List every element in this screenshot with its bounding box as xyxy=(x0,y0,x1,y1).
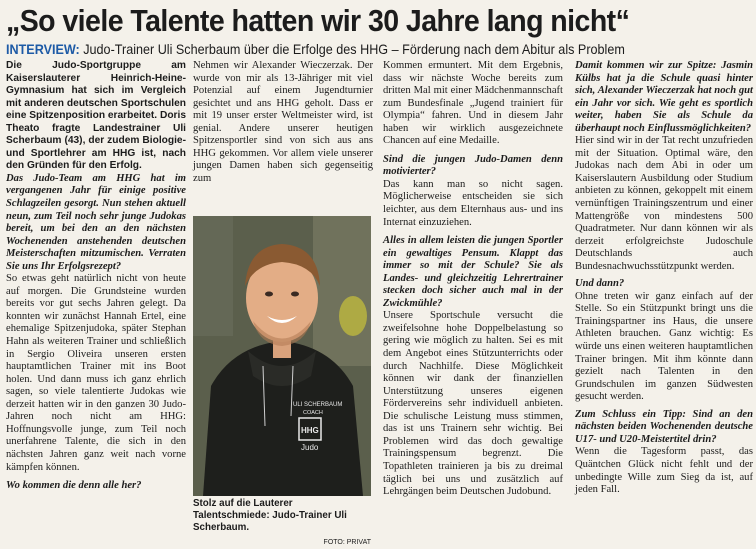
portrait-photo xyxy=(193,216,371,496)
question-paragraph: Und dann? xyxy=(575,278,625,290)
answer-paragraph: Hier sind wir in der Tat recht unzufrieden mit der Situation. Optimal wäre, den Judokas nach dem Abi in oder um Kaiserslautern Ausbildung oder Studium anbieten zu können, gekoppelt mit einem vernünftigen Trainingszentrum und einer Mattengröße von mindestens 500 Quadratmeter. Nur dann können wir als derzeit erfolgreichste Judoschule Deutschlands auch Bundesnachwuchsstützpunkt werden. xyxy=(575,135,753,272)
column-2 xyxy=(193,60,373,185)
question-paragraph: Sind die jungen Judo-Damen denn motivierter? xyxy=(383,153,563,178)
kicker: INTERVIEW: xyxy=(6,41,80,57)
shirt-name-text: ULI SCHERBAUM xyxy=(293,402,343,408)
column-3 xyxy=(383,60,563,499)
shirt-coach-text: COACH xyxy=(303,410,323,416)
photo-credit: FOTO: PRIVAT xyxy=(323,539,371,546)
question-paragraph: Das Judo-Team am HHG hat im vergangenen Jahr für einige positive Schlagzeilen gesorgt. Nun stehen aktuell neun, zum Teil noch sehr junge Judokas bereit, um bei den an den nächsten Wochenenden anstehenden deutschen Meisterschaften mitzumischen. Verraten Sie uns Ihr Erfolgsrezept? xyxy=(6,172,186,272)
answer-paragraph: Kommen ermuntert. Mit dem Ergebnis, dass wir nächste Woche bereits zum dritten Mal mit einer Mädchenmannschaft zum Bundesfinale „Jugend trainiert für Olympia“ fahren. Und in diesem Jahr haben wir wirklich ausgezeichnete Chancen auf eine Medaille. xyxy=(383,60,563,147)
shirt-logo-text: HHG xyxy=(301,426,319,435)
photo-caption xyxy=(193,498,371,549)
column-4 xyxy=(575,60,753,497)
subheadline xyxy=(6,41,676,58)
answer-paragraph: Ohne treten wir ganz einfach auf der Stelle. So ein Stützpunkt bringt uns die Trainingspartner ins Haus, die unsere Athleten brauchen. Ganz wichtig: Es würde uns einen weiteren hauptamtlichen Trainer bringen. Mit ihm könnte dann gezielt nach Talenten in den Grundschulen im ganzen Südwesten gesucht werden. xyxy=(575,290,753,403)
question-paragraph: Alles in allem leisten die jungen Sportler ein gewaltiges Pensum. Klappt das immer so mit der Schule? Sie als Landes- und gleichzeitig Lehrertrainer stecken doch sicher auch mal in der Zwickmühle? xyxy=(383,235,563,309)
intro-paragraph: Die Judo-Sportgruppe am Kaiserslauterer Heinrich-Heine-Gymnasium hat sich im Vergleich mit anderen deutschen Sportschulen eine Spitzenposition erarbeitet. Doris Theato fragte Landestrainer Uli Scherbaum (43), der zudem Biologie- und Sportlehrer am HHG ist, nach den Gründen für den Erfolg. xyxy=(6,60,187,172)
answer-paragraph: Nehmen wir Alexander Wieczerzak. Der wurde von mir als 13-Jähriger mit viel Potenzial auf einem Jugendturnier gesichtet und ans HHG geholt. Dass er mit 19 unser erster Weltmeister wird, ist genial. Andere unserer heutigen Spitzensportler sind von sich aus ans HHG gekommen. Vor allem viele unserer jungen Damen haben sich gegenseitig zum xyxy=(193,60,373,184)
portrait-illustration xyxy=(193,216,371,496)
answer-paragraph: Das kann man so nicht sagen. Möglicherweise entscheiden sie sich leichter, aus dem Elternhaus aus- und ins Internat einzuziehen. xyxy=(383,178,563,228)
question-paragraph: Damit kommen wir zur Spitze: Jasmin Külbs hat ja die Schule quasi hinter sich, Alexander Wieczerzak hat noch gut ein Jahr vor sich. Wie geht es sportlich weiter, haben Sie als Schule da überhaupt noch Einflussmöglichkeiten? xyxy=(575,60,753,134)
shirt-judo-text: Judo xyxy=(301,443,319,452)
answer-paragraph: Wenn die Tagesform passt, das Quäntchen Glück nicht fehlt und der unbedingte Wille zum Sieg da ist, auf jeden Fall. xyxy=(575,446,753,496)
subheadline-text: Judo-Trainer Uli Scherbaum über die Erfolge des HHG – Förderung nach dem Abitur als Problem xyxy=(79,41,625,57)
answer-paragraph: Unsere Sportschule versucht die zweifelsohne hohe Doppelbelastung so gering wie möglich zu halten. Sei es mit dem Angebot eines Stützunterrichts oder durch Nachhilfe. Diese Möglichkeit können wir dank der finanziellen Unterstützung unseres eigenen Fördervereins sehr individuell anbieten. Die schulische Leistung muss stimmen, das ist uns Trainern sehr wichtig. Bei Problemen wird das doch gewaltige Trainingspensum begrenzt. Die Topathleten trainieren ja bis zu dreimal täglich bei uns und zusätzlich auf Lehrgängen beim Deutschen Judobund. xyxy=(383,310,563,498)
caption-text: Stolz auf die Lauterer Talentschmiede: Judo-Trainer Uli Scherbaum. xyxy=(193,498,347,533)
question-paragraph: Zum Schluss ein Tipp: Sind an den nächsten beiden Wochenenden deutsche U17- und U20-Meistertitel drin? xyxy=(575,408,753,445)
question-paragraph: Wo kommen die denn alle her? xyxy=(6,480,142,492)
column-1 xyxy=(6,60,186,493)
headline: „So viele Talente hatten wir 30 Jahre lang nicht“ xyxy=(6,4,630,38)
answer-paragraph: So etwas geht natürlich nicht von heute auf morgen. Die Grundsteine wurden bereits vor gut sechs Jahren gelegt. Da konnten wir zunächst Hannah Ertel, eine ehemalige Spitzenjudoka, später Stephan Hahn als weiteren Trainer und schließlich in Sergio Oliveira unseren ersten hauptamtlichen Trainer mit ins Boot holen. Und dann muss ich ganz ehrlich sagen, so viele talentierte Judokas wie derzeit hatten wir in den ganzen 30 Judo-Jahren noch nicht am HHG: Hoffnungsvolle junge, zum Teil noch unerfahrene Talente, die sich in den nächsten Jahren ganz weit nach vorne kämpfen können. xyxy=(6,273,186,473)
